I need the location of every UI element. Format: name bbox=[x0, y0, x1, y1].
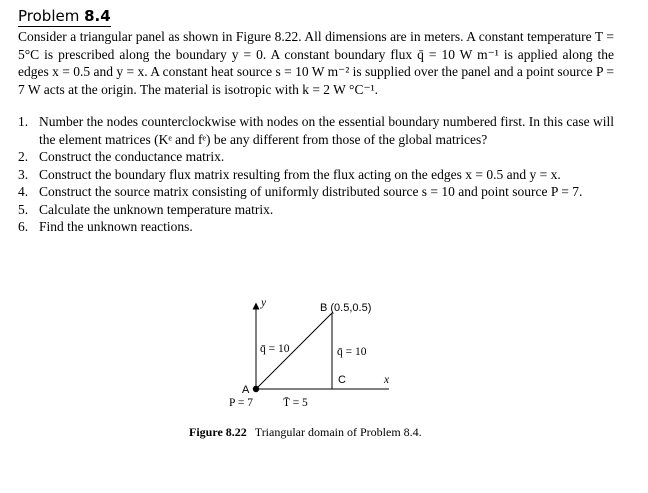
problem-label: Problem bbox=[18, 7, 80, 25]
question-text: Find the unknown reactions. bbox=[39, 219, 193, 234]
problem-statement: Consider a triangular panel as shown in Figure 8.22. All dimensions are in meters. A constant temperature T = 5°C is prescribed along the boundary y = 0. A constant boundary flux q̄ = 10 W m⁻¹ is applied along the edges x = 0.5 and y = x. A constant heat source s = 10 W m⁻² is supplied over the panel and a point source P = 7 W acts at the origin. The material is isotropic with k = 2 W °C⁻¹. bbox=[18, 29, 614, 97]
node-a-dot bbox=[253, 386, 259, 392]
question-item bbox=[18, 218, 614, 236]
question-text: Construct the boundary flux matrix resulting from the flux acting on the edges x = 0.5 and y = x. bbox=[39, 166, 561, 182]
node-a-label: A bbox=[242, 384, 250, 396]
temperature-label: T̄ = 5 bbox=[283, 397, 308, 409]
question-text: Calculate the unknown temperature matrix. bbox=[39, 201, 274, 217]
question-text: Number the nodes counterclockwise with nodes on the essential boundary numbered first. In this case will the element matrices (Kᵉ and fᵉ) be any different from those of the global matrices? bbox=[39, 114, 614, 147]
y-axis-label: y bbox=[261, 297, 267, 309]
question-number: 2. bbox=[18, 149, 29, 164]
triangle-diagram bbox=[215, 290, 445, 420]
point-source-label: P = 7 bbox=[229, 397, 253, 409]
question-item bbox=[18, 166, 614, 184]
question-item bbox=[18, 183, 614, 201]
question-text: Construct the source matrix consisting of uniformly distributed source s = 10 and point source P = 7. bbox=[39, 184, 583, 199]
problem-number: 8.4 bbox=[84, 7, 111, 25]
question-item bbox=[18, 201, 614, 219]
node-c-label: C bbox=[338, 374, 346, 386]
flux-hypotenuse-label: q̄ = 10 bbox=[260, 343, 290, 355]
question-number: 1. bbox=[18, 114, 29, 129]
question-number: 5. bbox=[18, 201, 29, 217]
question-text: Construct the conductance matrix. bbox=[39, 149, 225, 164]
caption-number: Figure 8.22 bbox=[189, 425, 247, 439]
question-number: 6. bbox=[18, 219, 29, 234]
caption-text: Triangular domain of Problem 8.4. bbox=[254, 425, 422, 439]
figure-caption bbox=[189, 424, 489, 440]
title-underline bbox=[18, 26, 111, 27]
triangle-figure bbox=[215, 290, 445, 420]
question-list bbox=[18, 113, 614, 236]
question-item bbox=[18, 113, 614, 148]
question-number: 4. bbox=[18, 184, 29, 199]
problem-title bbox=[18, 6, 118, 26]
x-axis-label: x bbox=[384, 374, 390, 386]
flux-vertical-label: q̄ = 10 bbox=[337, 346, 367, 358]
question-item bbox=[18, 148, 614, 166]
node-b-label: B (0.5,0.5) bbox=[320, 302, 372, 314]
question-number: 3. bbox=[18, 166, 29, 182]
